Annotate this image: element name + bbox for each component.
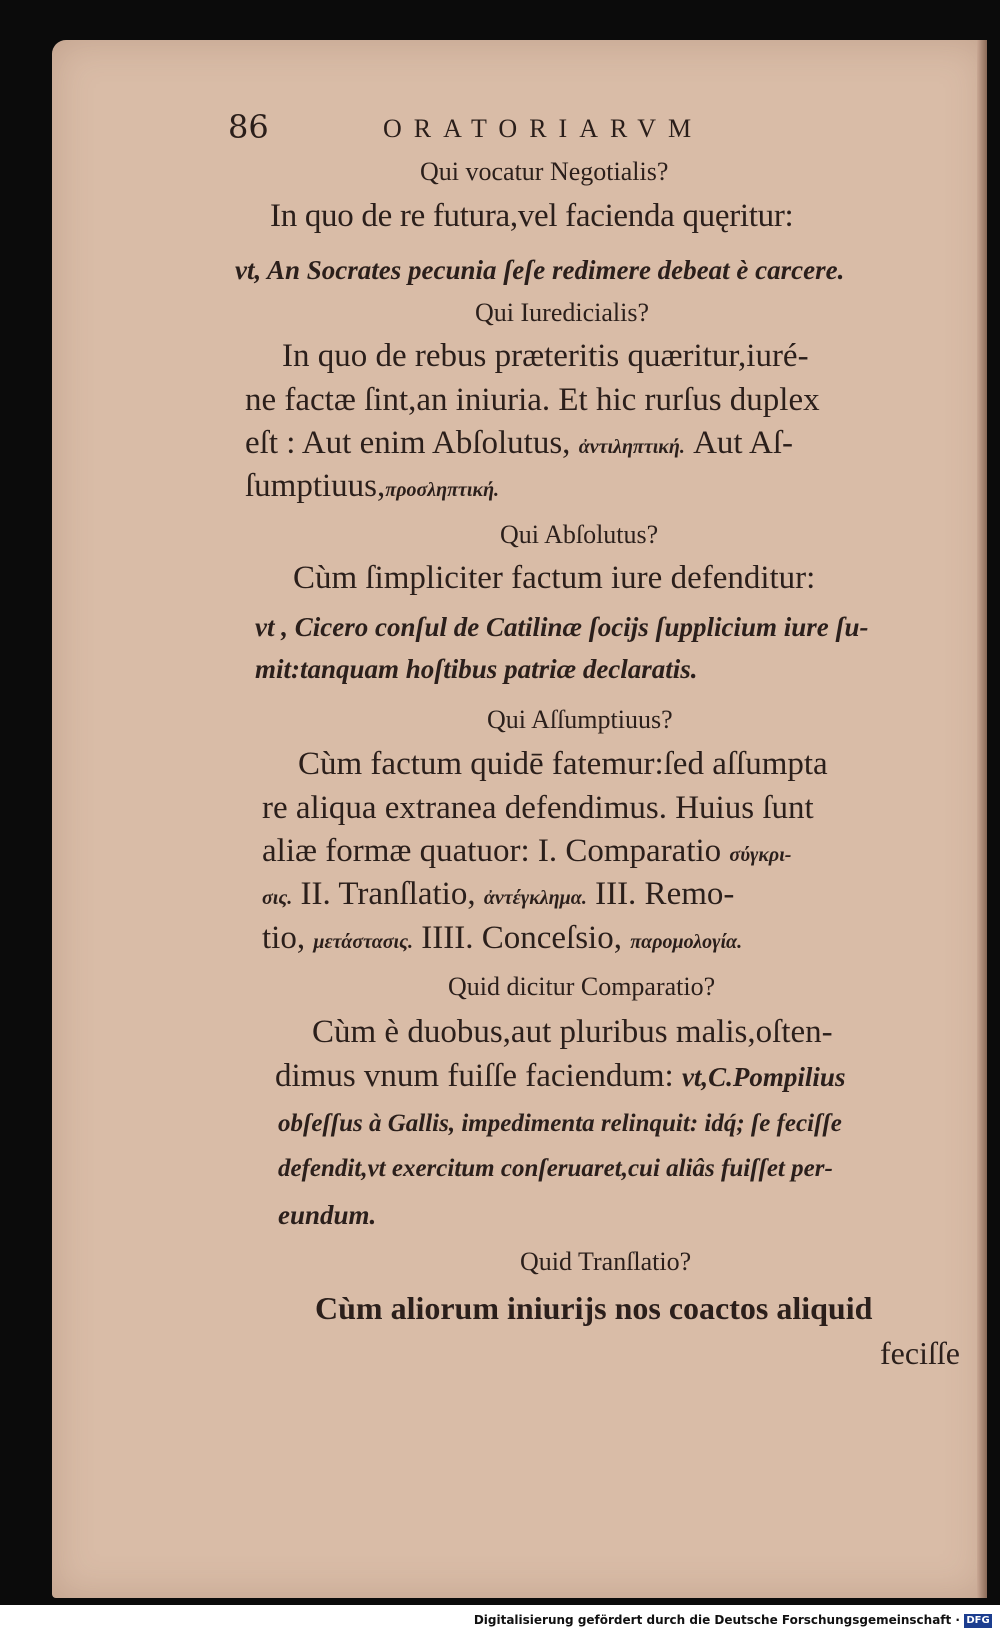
text-line: [262, 920, 742, 957]
text-line: vt , Cicero conſul de Catilinæ ſocijs ſupplicium iure ſu-: [255, 612, 869, 642]
page-number: 86: [228, 108, 269, 146]
text-segment: vt,C.Pompilius: [681, 1062, 846, 1092]
greek-term: σις.: [262, 887, 293, 909]
question-heading: Quid dicitur Comparatio?: [448, 972, 716, 1001]
text-line: Cùm ſimpliciter factum iure defenditur:: [293, 560, 816, 596]
text-line: In quo de re futura,vel facienda quęritur:: [270, 198, 794, 234]
text-line: ne factæ ſint,an iniuria. Et hic rurſus duplex: [245, 382, 820, 418]
text-line: [245, 468, 499, 505]
page-edge: [977, 40, 987, 1598]
greek-term: μετάστασις.: [313, 931, 414, 953]
question-heading: Qui Abſolutus?: [500, 520, 659, 549]
greek-term: ἀντέγκλημα.: [483, 887, 587, 909]
text-segment: III. Remo-: [595, 876, 735, 912]
text-line: obſeſſus à Gallis, impedimenta relinquit: idq́; ſe feciſſe: [278, 1110, 842, 1137]
text-line: Cùm aliorum iniurijs nos coactos aliquid: [315, 1290, 873, 1326]
dfg-logo: DFG: [964, 1614, 992, 1628]
running-title: ORATORIARVM: [383, 114, 704, 143]
greek-term: σύγκρι-: [729, 844, 792, 866]
question-heading: Quid Tranſlatio?: [520, 1247, 692, 1276]
text-segment: ſumptiuus,: [245, 468, 386, 504]
text-segment: tio,: [262, 920, 306, 956]
text-line: eundum.: [278, 1200, 377, 1230]
text-line: Cùm è duobus,aut pluribus malis,oſten-: [312, 1014, 833, 1050]
text-line: mit:tanquam hoſtibus patriæ declaratis.: [255, 654, 698, 684]
question-heading: Qui Iuredicialis?: [475, 298, 649, 327]
text-segment: eſt : Aut enim Abſolutus,: [245, 425, 571, 461]
text-segment: II. Tranſlatio,: [300, 876, 476, 912]
footer-credit: Digitalisierung gefördert durch die Deutsche Forschungsgemeinschaft ·: [473, 1613, 960, 1627]
text-segment: aliæ formæ quatuor: I. Comparatio: [262, 833, 722, 869]
text-line: defendit,vt exercitum conſeruaret,cui aliâs fuiſſet per-: [278, 1155, 833, 1182]
text-line: [275, 1058, 845, 1095]
greek-term: ἀντιληπτική.: [578, 436, 685, 458]
text-line: [262, 876, 734, 913]
text-line: [262, 833, 791, 870]
question-heading: Qui vocatur Negotialis?: [420, 157, 669, 186]
catchword: feciſſe: [880, 1335, 960, 1371]
greek-term: παρομολογία.: [630, 931, 743, 953]
question-heading: Qui Aſſumptiuus?: [487, 705, 673, 734]
text-line: Cùm factum quidē fatemur:ſed aſſumpta: [298, 746, 828, 782]
footer-bar: [0, 1605, 1000, 1635]
greek-term: προσληπτική.: [385, 479, 500, 501]
text-line: vt, An Socrates pecunia ſeſe redimere debeat è carcere.: [235, 255, 845, 285]
text-line: [245, 425, 793, 462]
text-line: In quo de rebus præteritis quæritur,iuré-: [282, 338, 809, 374]
text-segment: dimus vnum fuiſſe faciendum:: [275, 1058, 674, 1094]
text-segment: Aut Aſ-: [693, 425, 794, 461]
page-header: [228, 108, 828, 148]
text-segment: IIII. Conceſsio,: [421, 920, 622, 956]
text-line: re aliqua extranea defendimus. Huius ſunt: [262, 790, 814, 826]
